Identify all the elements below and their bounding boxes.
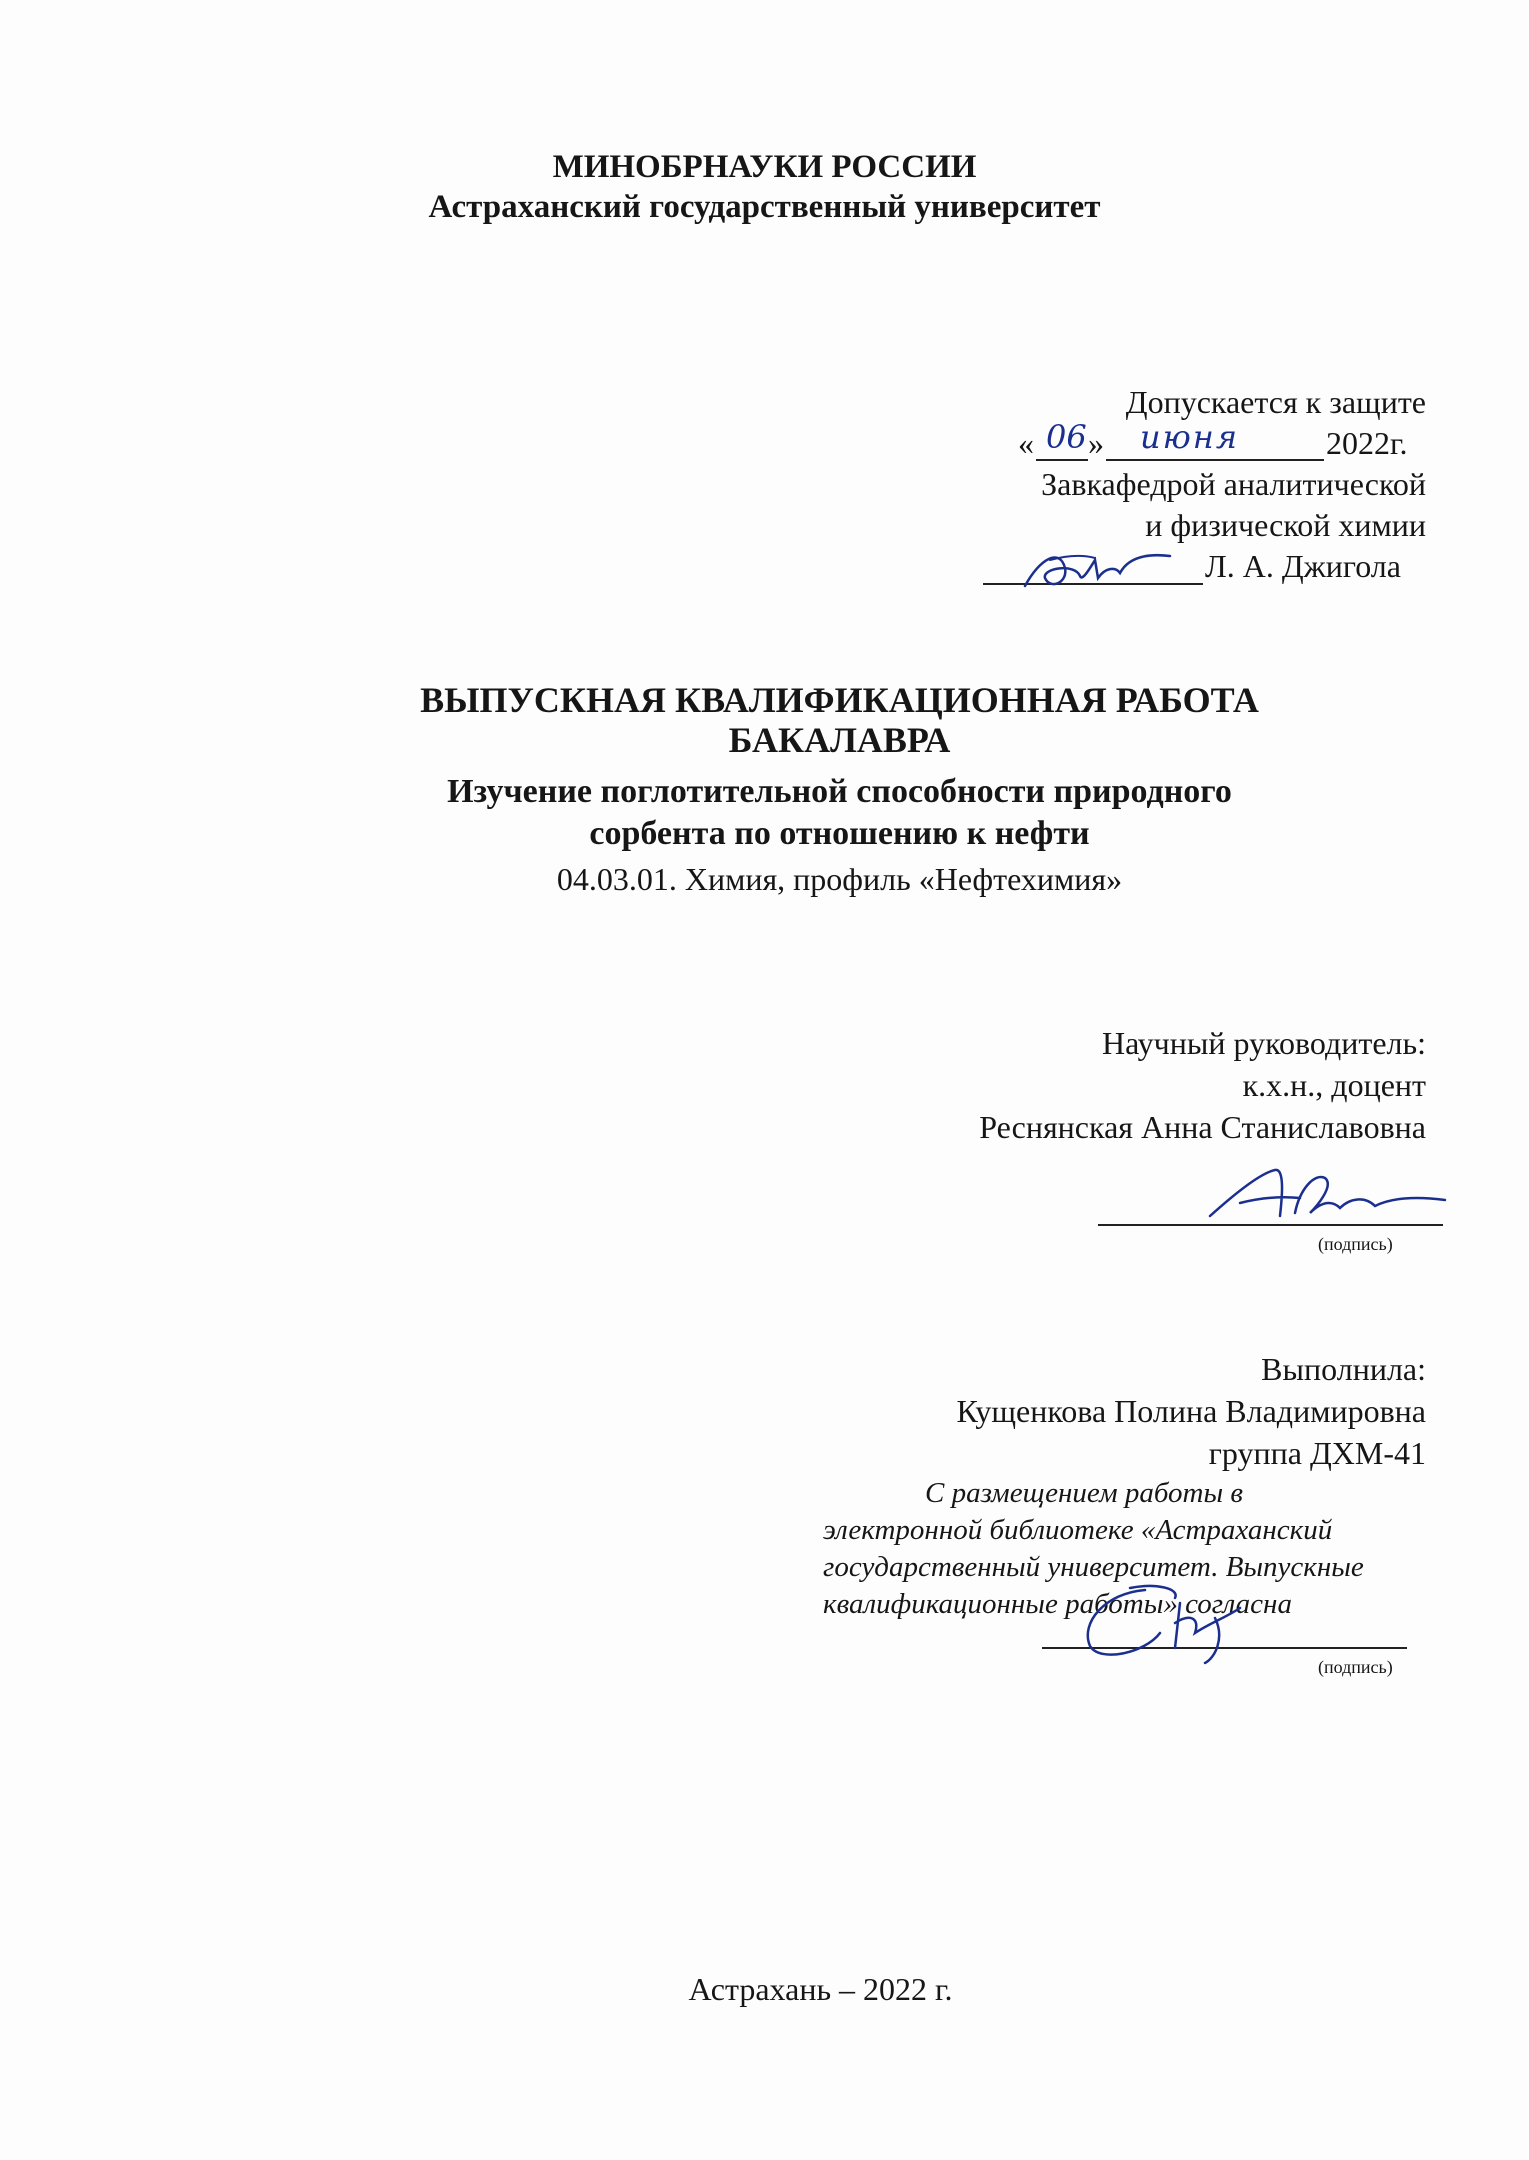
date-month-underline	[1106, 459, 1324, 461]
supervisor-degree: к.х.н., доцент	[1242, 1067, 1426, 1103]
supervisor-label: Научный руководитель:	[1101, 1025, 1426, 1061]
consent-line1: С размещением работы в	[925, 1477, 1243, 1509]
university-heading: Астраханский государственный университет	[428, 189, 1101, 225]
supervisor-signature-icon	[1200, 1158, 1450, 1238]
date-close-quote: »	[1088, 425, 1104, 461]
author-group: группа ДХМ-41	[1208, 1435, 1426, 1471]
city-year: Астрахань – 2022 г.	[688, 1971, 953, 2007]
date-day-handwritten: 06	[1046, 418, 1087, 456]
head-position-line2: и физической химии	[1145, 507, 1426, 543]
head-signature-icon	[1020, 538, 1180, 598]
consent-line3: государственный университет. Выпускные	[823, 1551, 1364, 1583]
supervisor-name: Реснянская Анна Станиславовна	[979, 1109, 1426, 1145]
topic-line2: сорбента по отношению к нефти	[589, 815, 1090, 852]
date-open-quote: «	[1018, 425, 1034, 461]
ministry-heading: МИНОБРНАУКИ РОССИИ	[552, 149, 977, 185]
author-signature-icon	[1075, 1578, 1275, 1668]
consent-line4: квалификационные работы» согласна	[823, 1588, 1292, 1620]
author-name: Кущенкова Полина Владимировна	[956, 1393, 1426, 1429]
head-name: Л. А. Джигола	[1205, 548, 1401, 584]
supervisor-signature-caption: (подпись)	[1318, 1234, 1393, 1254]
date-year: 2022г.	[1326, 425, 1408, 461]
head-position-line1: Завкафедрой аналитической	[1041, 466, 1426, 502]
topic-line1: Изучение поглотительной способности природного	[447, 773, 1232, 810]
author-signature-caption: (подпись)	[1318, 1657, 1393, 1677]
consent-line2: электронной библиотеке «Астраханский	[823, 1514, 1333, 1546]
work-type-line1: ВЫПУСКНАЯ КВАЛИФИКАЦИОННАЯ РАБОТА	[420, 680, 1259, 720]
admitted-label: Допускается к защите	[1125, 384, 1426, 420]
author-label: Выполнила:	[1261, 1351, 1426, 1387]
date-month-handwritten: июня	[1140, 418, 1240, 456]
work-type-line2: БАКАЛАВРА	[728, 720, 951, 760]
date-day-underline	[1036, 459, 1088, 461]
program-line: 04.03.01. Химия, профиль «Нефтехимия»	[556, 861, 1123, 897]
